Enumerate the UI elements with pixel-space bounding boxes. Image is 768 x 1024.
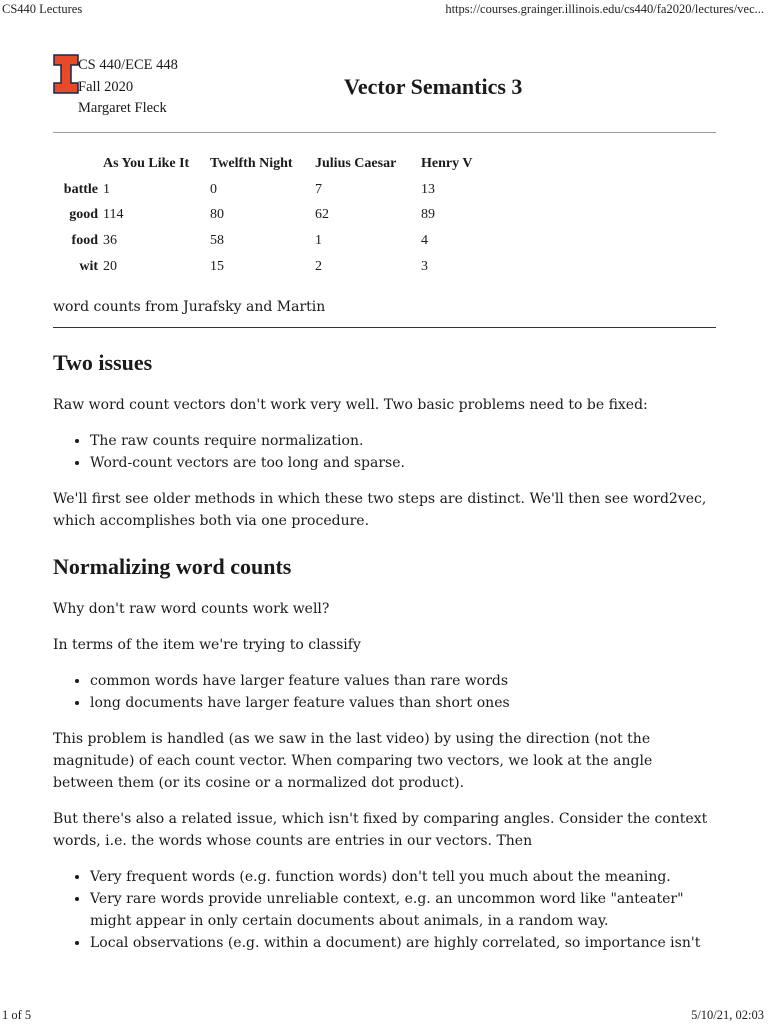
table-cell: 13 bbox=[421, 181, 435, 197]
list-item: • Very rare words provide unreliable context, e.g. an uncommon word like "anteater" might appear in only certain documents about animals, in a random way. bbox=[90, 888, 716, 932]
table-cell: 15 bbox=[210, 258, 224, 274]
table-cell: 20 bbox=[103, 258, 117, 274]
table-cell: 36 bbox=[103, 232, 117, 248]
list-item: • The raw counts require normalization. bbox=[90, 430, 716, 452]
table-cell: 1 bbox=[315, 232, 322, 248]
row-header: good bbox=[69, 207, 98, 223]
paragraph: Raw word count vectors don't work very well. Two basic problems need to be fixed: bbox=[53, 397, 648, 414]
print-header-title: CS440 Lectures bbox=[2, 2, 83, 16]
table-cell: 1 bbox=[103, 181, 110, 197]
section-heading-normalizing: Normalizing word counts bbox=[53, 554, 292, 580]
course-instructor: Margaret Fleck bbox=[78, 100, 167, 116]
table-corner bbox=[53, 151, 103, 177]
list-item: • long documents have larger feature values than short ones bbox=[90, 692, 716, 714]
list-item: • Word-count vectors are too long and sparse. bbox=[90, 452, 716, 474]
table-row bbox=[53, 254, 475, 280]
row-header: food bbox=[71, 232, 98, 248]
bullet-list bbox=[53, 430, 716, 474]
lecture-header bbox=[53, 50, 716, 132]
print-header bbox=[0, 0, 768, 20]
row-header: wit bbox=[79, 258, 98, 274]
table-row bbox=[53, 228, 475, 254]
print-timestamp: 5/10/21, 02:03 bbox=[691, 1008, 764, 1022]
paragraph: This problem is handled (as we saw in the last video) by using the direction (not the magnitude) of each count vector. When comparing two vectors, we look at the angle between them (or its cosine or a normalized dot product). bbox=[53, 731, 653, 792]
table-cell: 0 bbox=[210, 181, 217, 197]
paragraph: But there's also a related issue, which isn't fixed by comparing angles. Consider the context words, i.e. the words whose counts are entries in our vectors. Then bbox=[53, 811, 708, 850]
section-heading-two-issues: Two issues bbox=[53, 350, 153, 376]
table-caption: word counts from Jurafsky and Martin bbox=[53, 299, 326, 316]
list-item: • common words have larger feature values than rare words bbox=[90, 670, 716, 692]
column-header: As You Like It bbox=[103, 155, 190, 171]
paragraph: Why don't raw word counts work well? bbox=[53, 601, 330, 618]
column-header: Twelfth Night bbox=[210, 155, 293, 171]
print-footer bbox=[0, 1006, 768, 1024]
table-cell: 4 bbox=[421, 232, 428, 248]
illinois-logo-icon bbox=[53, 54, 79, 94]
course-term: Fall 2020 bbox=[78, 78, 134, 95]
table-row bbox=[53, 177, 475, 203]
list-item: • Very frequent words (e.g. function words) don't tell you much about the meaning. bbox=[90, 866, 716, 888]
table-cell: 89 bbox=[421, 207, 435, 223]
table-cell: 7 bbox=[315, 181, 322, 197]
table-cell: 3 bbox=[421, 258, 428, 274]
course-number: CS 440/ECE 448 bbox=[78, 57, 178, 73]
table-cell: 58 bbox=[210, 232, 224, 248]
list-item: • Local observations (e.g. within a document) are highly correlated, so importance isn't bbox=[90, 932, 716, 954]
page-title: Vector Semantics 3 bbox=[344, 74, 523, 99]
bullet-list bbox=[53, 866, 716, 954]
course-info bbox=[78, 55, 178, 120]
column-header: Henry V bbox=[421, 155, 473, 171]
row-header: battle bbox=[63, 181, 98, 197]
table-cell: 80 bbox=[210, 207, 224, 223]
section-divider bbox=[53, 327, 716, 328]
table-cell: 62 bbox=[315, 207, 329, 223]
bullet-list bbox=[53, 670, 716, 714]
word-count-table bbox=[53, 151, 475, 279]
page-number: 1 of 5 bbox=[2, 1008, 32, 1022]
table-row bbox=[53, 202, 475, 228]
table-header-row bbox=[53, 151, 475, 177]
table-cell: 114 bbox=[103, 207, 124, 223]
paragraph: We'll first see older methods in which these two steps are distinct. We'll then see word2vec, which accomplishes both via one procedure. bbox=[53, 491, 707, 530]
column-header: Julius Caesar bbox=[315, 155, 397, 171]
table-cell: 2 bbox=[315, 258, 322, 274]
header-divider bbox=[53, 132, 716, 133]
paragraph: In terms of the item we're trying to classify bbox=[53, 637, 361, 654]
page-content bbox=[53, 50, 716, 968]
print-header-url[interactable]: https://courses.grainger.illinois.edu/cs440/fa2020/lectures/vec... bbox=[445, 2, 764, 16]
